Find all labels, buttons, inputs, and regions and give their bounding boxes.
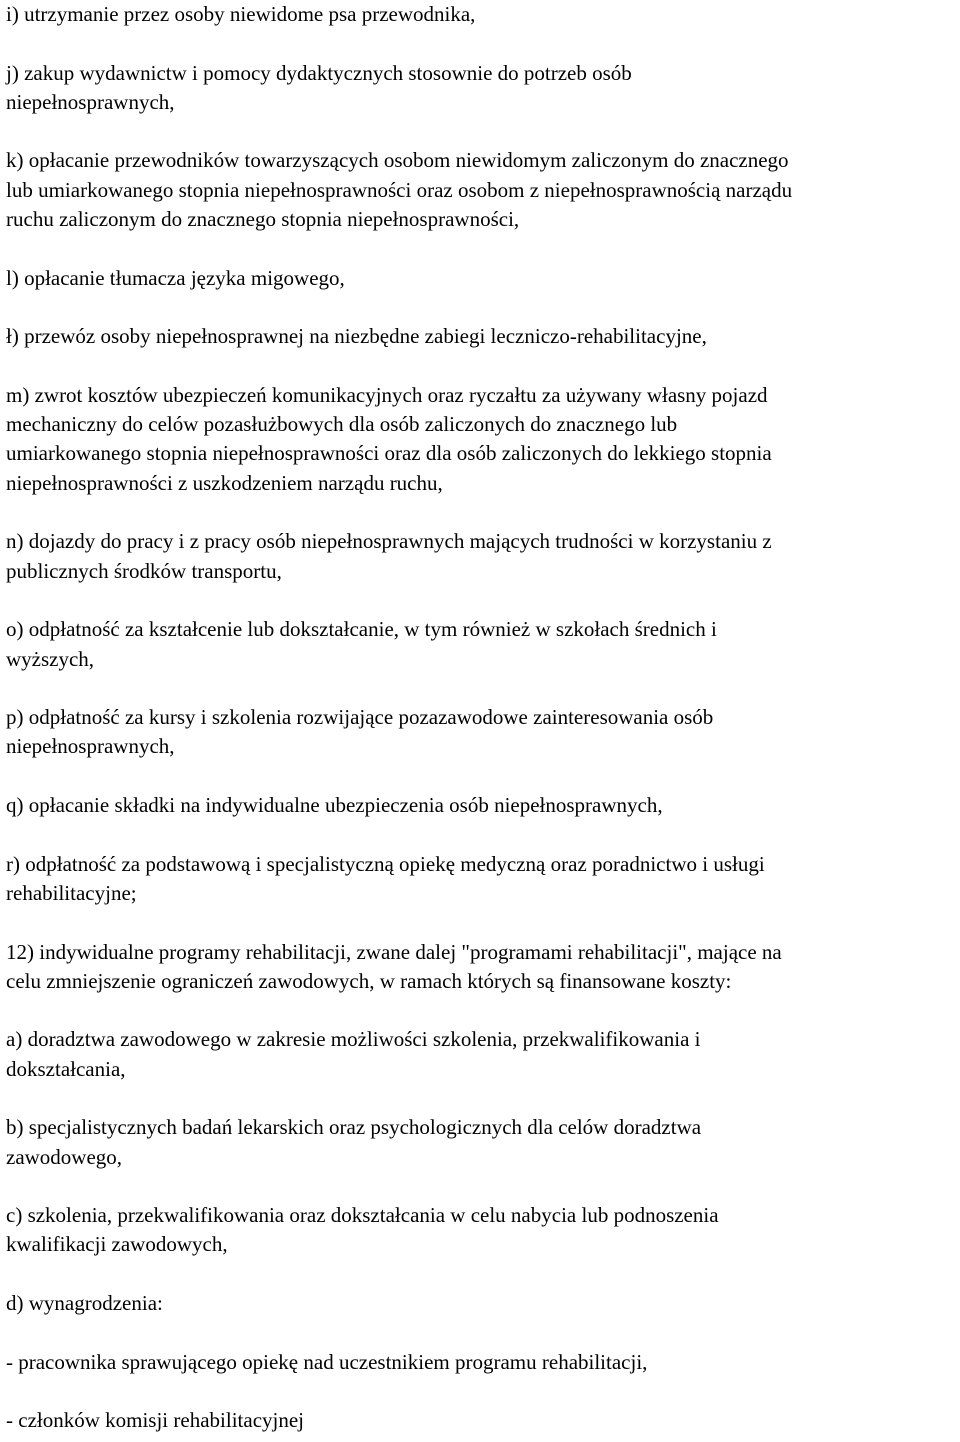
text-line: dokształcania, [6,1056,126,1081]
list-item-d [6,1289,954,1318]
text-line: publicznych środków transportu, [6,558,282,583]
text-line: wyższych, [6,646,95,671]
dash-item-czlonkow [6,1406,954,1435]
paragraph-gap [6,820,954,849]
list-item-k [6,146,954,234]
list-item-l [6,264,954,293]
text-line: n) dojazdy do pracy i z pracy osób niepełnosprawnych mających trudności w korzystaniu z [6,529,772,554]
text-line: ruchu zaliczonym do znacznego stopnia niepełnosprawności, [6,207,520,232]
list-item-l-stroke [6,322,954,351]
paragraph-gap [6,1260,954,1289]
paragraph-gap [6,996,954,1025]
text-line: lub umiarkowanego stopnia niepełnosprawności oraz osobom z niepełnosprawnością narządu [6,177,793,202]
text-line: zawodowego, [6,1144,123,1169]
text-line: kwalifikacji zawodowych, [6,1232,228,1257]
text-line: d) wynagrodzenia: [6,1291,163,1316]
text-line: i) utrzymanie przez osoby niewidome psa przewodnika, [6,2,476,26]
list-item-q [6,791,954,820]
paragraph-gap [6,29,954,58]
list-item-o [6,615,954,674]
list-item-i [6,0,954,29]
text-line: mechaniczny do celów pozasłużbowych dla osób zaliczonych do znacznego lub [6,412,678,437]
text-line: b) specjalistycznych badań lekarskich oraz psychologicznych dla celów doradztwa [6,1115,702,1140]
text-line: 12) indywidualne programy rehabilitacji, zwane dalej "programami rehabilitacji", mające na [6,939,782,964]
paragraph-gap [6,1377,954,1406]
paragraph-gap [6,234,954,263]
text-line: j) zakup wydawnictw i pomocy dydaktycznych stosownie do potrzeb osób [6,60,632,85]
text-line: celu zmniejszenie ograniczeń zawodowych, w ramach których są finansowane koszty: [6,968,732,993]
text-line: o) odpłatność za kształcenie lub dokształcanie, w tym również w szkołach średnich i [6,617,717,642]
paragraph-gap [6,352,954,381]
list-item-j [6,59,954,118]
paragraph-gap [6,293,954,322]
text-line: l) opłacanie tłumacza języka migowego, [6,265,345,290]
list-item-p [6,703,954,762]
paragraph-gap [6,586,954,615]
paragraph-gap [6,674,954,703]
text-line: q) opłacanie składki na indywidualne ubezpieczenia osób niepełnosprawnych, [6,793,663,818]
list-item-m [6,381,954,498]
list-item-n [6,527,954,586]
text-line: a) doradztwa zawodowego w zakresie możliwości szkolenia, przekwalifikowania i [6,1027,701,1052]
list-item-b [6,1113,954,1172]
text-line: umiarkowanego stopnia niepełnosprawności oraz dla osób zaliczonych do lekkiego stopnia [6,441,772,466]
list-item-c [6,1201,954,1260]
text-line: rehabilitacyjne; [6,880,137,905]
paragraph-gap [6,1084,954,1113]
paragraph-gap [6,1318,954,1347]
list-item-a [6,1025,954,1084]
point-12 [6,938,954,997]
paragraph-gap [6,1172,954,1201]
text-line: niepełnosprawnych, [6,734,175,759]
list-item-r [6,850,954,909]
paragraph-gap [6,908,954,937]
text-line: m) zwrot kosztów ubezpieczeń komunikacyjnych oraz ryczałtu za używany własny pojazd [6,382,768,407]
text-line: niepełnosprawnych, [6,89,175,114]
paragraph-gap [6,498,954,527]
paragraph-gap [6,762,954,791]
text-line: - pracownika sprawującego opiekę nad uczestnikiem programu rehabilitacji, [6,1349,648,1374]
text-line: ł) przewóz osoby niepełnosprawnej na niezbędne zabiegi leczniczo-rehabilitacyjne, [6,324,707,349]
dash-item-pracownika [6,1348,954,1377]
text-line: r) odpłatność za podstawową i specjalistyczną opiekę medyczną oraz poradnictwo i usługi [6,851,765,876]
text-line: p) odpłatność za kursy i szkolenia rozwijające pozazawodowe zainteresowania osób [6,705,714,730]
text-line: - członków komisji rehabilitacyjnej [6,1408,304,1433]
document-page [6,0,954,1436]
text-line: c) szkolenia, przekwalifikowania oraz dokształcania w celu nabycia lub podnoszenia [6,1203,719,1228]
paragraph-gap [6,117,954,146]
text-line: k) opłacanie przewodników towarzyszących osobom niewidomym zaliczonym do znacznego [6,148,789,173]
text-line: niepełnosprawności z uszkodzeniem narządu ruchu, [6,470,443,495]
